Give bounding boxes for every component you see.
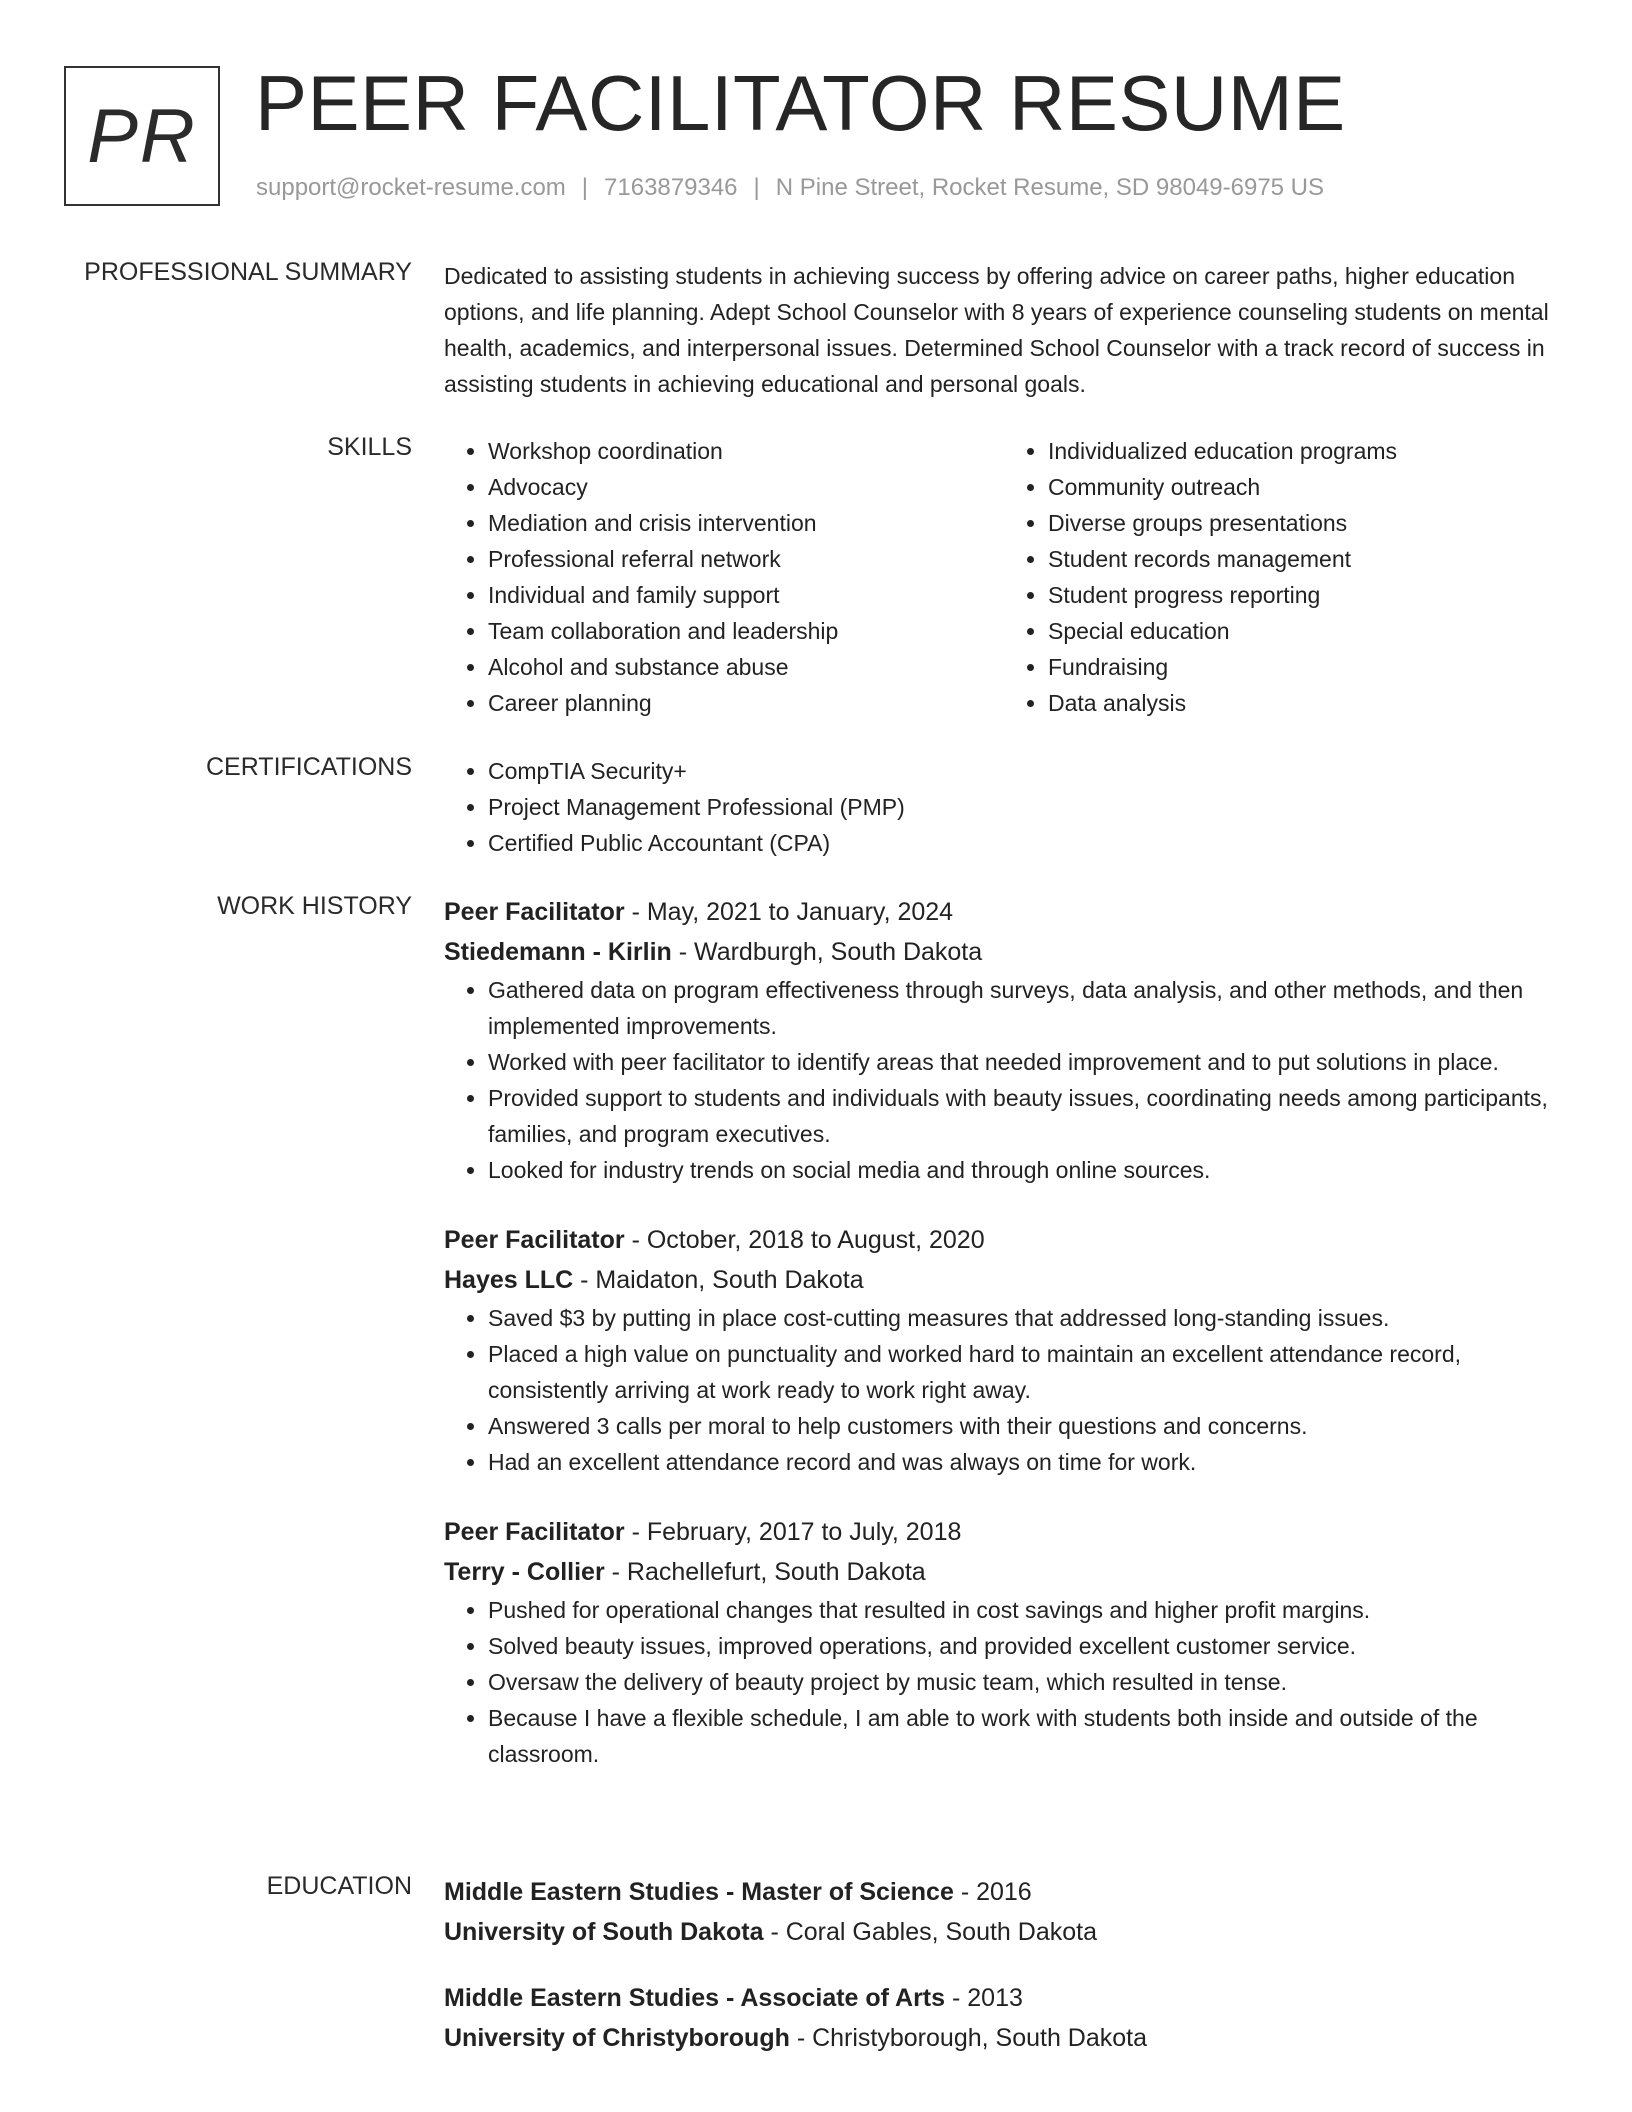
list-item: • Professional referral network (488, 541, 1004, 577)
list-item: • Project Management Professional (PMP) (488, 789, 1564, 825)
job-company-line (444, 1260, 1564, 1300)
list-item: • Had an excellent attendance record and was always on time for work. (488, 1444, 1564, 1480)
section-label: SKILLS (327, 433, 412, 461)
job-entry (444, 1220, 1564, 1480)
job-title-line (444, 1220, 1564, 1260)
education-degree-line (444, 1978, 1564, 2018)
list-item: • Because I have a flexible schedule, I am able to work with students both inside and outside of the classroom. (488, 1700, 1564, 1772)
education-body (444, 1872, 1564, 2084)
education-school-line (444, 2018, 1564, 2058)
contact-email[interactable]: support@rocket-resume.com (256, 174, 566, 201)
certifications-body (444, 753, 1564, 861)
education-location: - Christyborough, South Dakota (789, 2024, 1148, 2052)
job-entry (444, 1512, 1564, 1772)
contact-separator: | (753, 174, 760, 201)
list-item: • Fundraising (1048, 649, 1564, 685)
list-item: • Diverse groups presentations (1048, 505, 1564, 541)
education-school: University of Christyborough (444, 2024, 790, 2052)
education-location: - Coral Gables, South Dakota (763, 1918, 1097, 1946)
job-bullets (444, 972, 1564, 1188)
job-dates: - May, 2021 to January, 2024 (624, 898, 954, 926)
summary-body (444, 258, 1564, 402)
list-item: • Solved beauty issues, improved operations, and provided excellent customer service. (488, 1628, 1564, 1664)
list-item: • Data analysis (1048, 685, 1564, 721)
job-bullets (444, 1592, 1564, 1772)
list-item: • Special education (1048, 613, 1564, 649)
list-item: • Student records management (1048, 541, 1564, 577)
education-entry (444, 1872, 1564, 1952)
education-school-line (444, 1912, 1564, 1952)
list-item: • Pushed for operational changes that resulted in cost savings and higher profit margins. (488, 1592, 1564, 1628)
education-school: University of South Dakota (444, 1918, 764, 1946)
list-item: • Looked for industry trends on social media and through online sources. (488, 1152, 1564, 1188)
contact-address: N Pine Street, Rocket Resume, SD 98049-6975 US (775, 174, 1325, 201)
list-item: • Placed a high value on punctuality and worked hard to maintain an excellent attendance record, consistently arriving at work ready to work right away. (488, 1336, 1564, 1408)
skills-list-right (1004, 433, 1564, 721)
education-degree: Middle Eastern Studies - Associate of Arts (444, 1984, 946, 2012)
list-item: • Mediation and crisis intervention (488, 505, 1004, 541)
list-item: • Provided support to students and individuals with beauty issues, coordinating needs among participants, families, and program executives. (488, 1080, 1564, 1152)
monogram-initials: PR (87, 93, 197, 179)
monogram-box (64, 66, 220, 206)
job-title: Peer Facilitator (444, 898, 625, 926)
section-label: EDUCATION (266, 1872, 412, 1900)
job-company: Stiedemann - Kirlin (444, 938, 672, 966)
job-company-line (444, 1552, 1564, 1592)
education-year: - 2013 (945, 1984, 1023, 2012)
education-year: - 2016 (953, 1878, 1032, 1906)
education-degree-line (444, 1872, 1564, 1912)
list-item: • Community outreach (1048, 469, 1564, 505)
summary-text: Dedicated to assisting students in achieving success by offering advice on career paths, higher education options, and life planning. Adept School Counselor with 8 years of experience counseling students on mental health, academics, and interpersonal issues. Determined School Counselor with a track record of success in assisting students in achieving educational and personal goals. (444, 263, 1549, 397)
list-item: • Gathered data on program effectiveness through surveys, data analysis, and other methods, and then implemented improvements. (488, 972, 1564, 1044)
job-dates: - February, 2017 to July, 2018 (624, 1518, 962, 1546)
section-label: WORK HISTORY (217, 892, 412, 920)
job-location: - Maidaton, South Dakota (573, 1266, 864, 1294)
skills-list-left (444, 433, 1004, 721)
job-title: Peer Facilitator (444, 1226, 625, 1254)
job-location: - Wardburgh, South Dakota (671, 938, 983, 966)
list-item: • Oversaw the delivery of beauty project by music team, which resulted in tense. (488, 1664, 1564, 1700)
list-item: • CompTIA Security+ (488, 753, 1564, 789)
job-location: - Rachellefurt, South Dakota (604, 1558, 926, 1586)
job-company-line (444, 932, 1564, 972)
list-item: • Career planning (488, 685, 1004, 721)
list-item: • Individualized education programs (1048, 433, 1564, 469)
job-title: Peer Facilitator (444, 1518, 625, 1546)
list-item: • Advocacy (488, 469, 1004, 505)
resume-title: PEER FACILITATOR RESUME (255, 59, 1346, 147)
contact-line (256, 174, 1324, 202)
job-dates: - October, 2018 to August, 2020 (624, 1226, 985, 1254)
list-item: • Certified Public Accountant (CPA) (488, 825, 1564, 861)
job-entry (444, 892, 1564, 1188)
skills-body (444, 433, 1564, 721)
list-item: • Individual and family support (488, 577, 1004, 613)
certifications-list (444, 753, 1564, 861)
job-company: Hayes LLC (444, 1266, 574, 1294)
list-item: • Workshop coordination (488, 433, 1004, 469)
work-history-body (444, 892, 1564, 1804)
job-company: Terry - Collier (444, 1558, 605, 1586)
contact-phone[interactable]: 7163879346 (604, 174, 738, 201)
education-degree: Middle Eastern Studies - Master of Science (444, 1878, 954, 1906)
job-title-line (444, 1512, 1564, 1552)
list-item: • Answered 3 calls per moral to help customers with their questions and concerns. (488, 1408, 1564, 1444)
list-item: • Team collaboration and leadership (488, 613, 1004, 649)
list-item: • Saved $3 by putting in place cost-cutting measures that addressed long-standing issues. (488, 1300, 1564, 1336)
education-entry (444, 1978, 1564, 2058)
contact-separator: | (581, 174, 589, 201)
list-item: • Alcohol and substance abuse (488, 649, 1004, 685)
job-title-line (444, 892, 1564, 932)
section-label: PROFESSIONAL SUMMARY (84, 258, 412, 286)
job-bullets (444, 1300, 1564, 1480)
list-item: • Student progress reporting (1048, 577, 1564, 613)
list-item: • Worked with peer facilitator to identify areas that needed improvement and to put solutions in place. (488, 1044, 1564, 1080)
section-label: CERTIFICATIONS (205, 753, 412, 781)
